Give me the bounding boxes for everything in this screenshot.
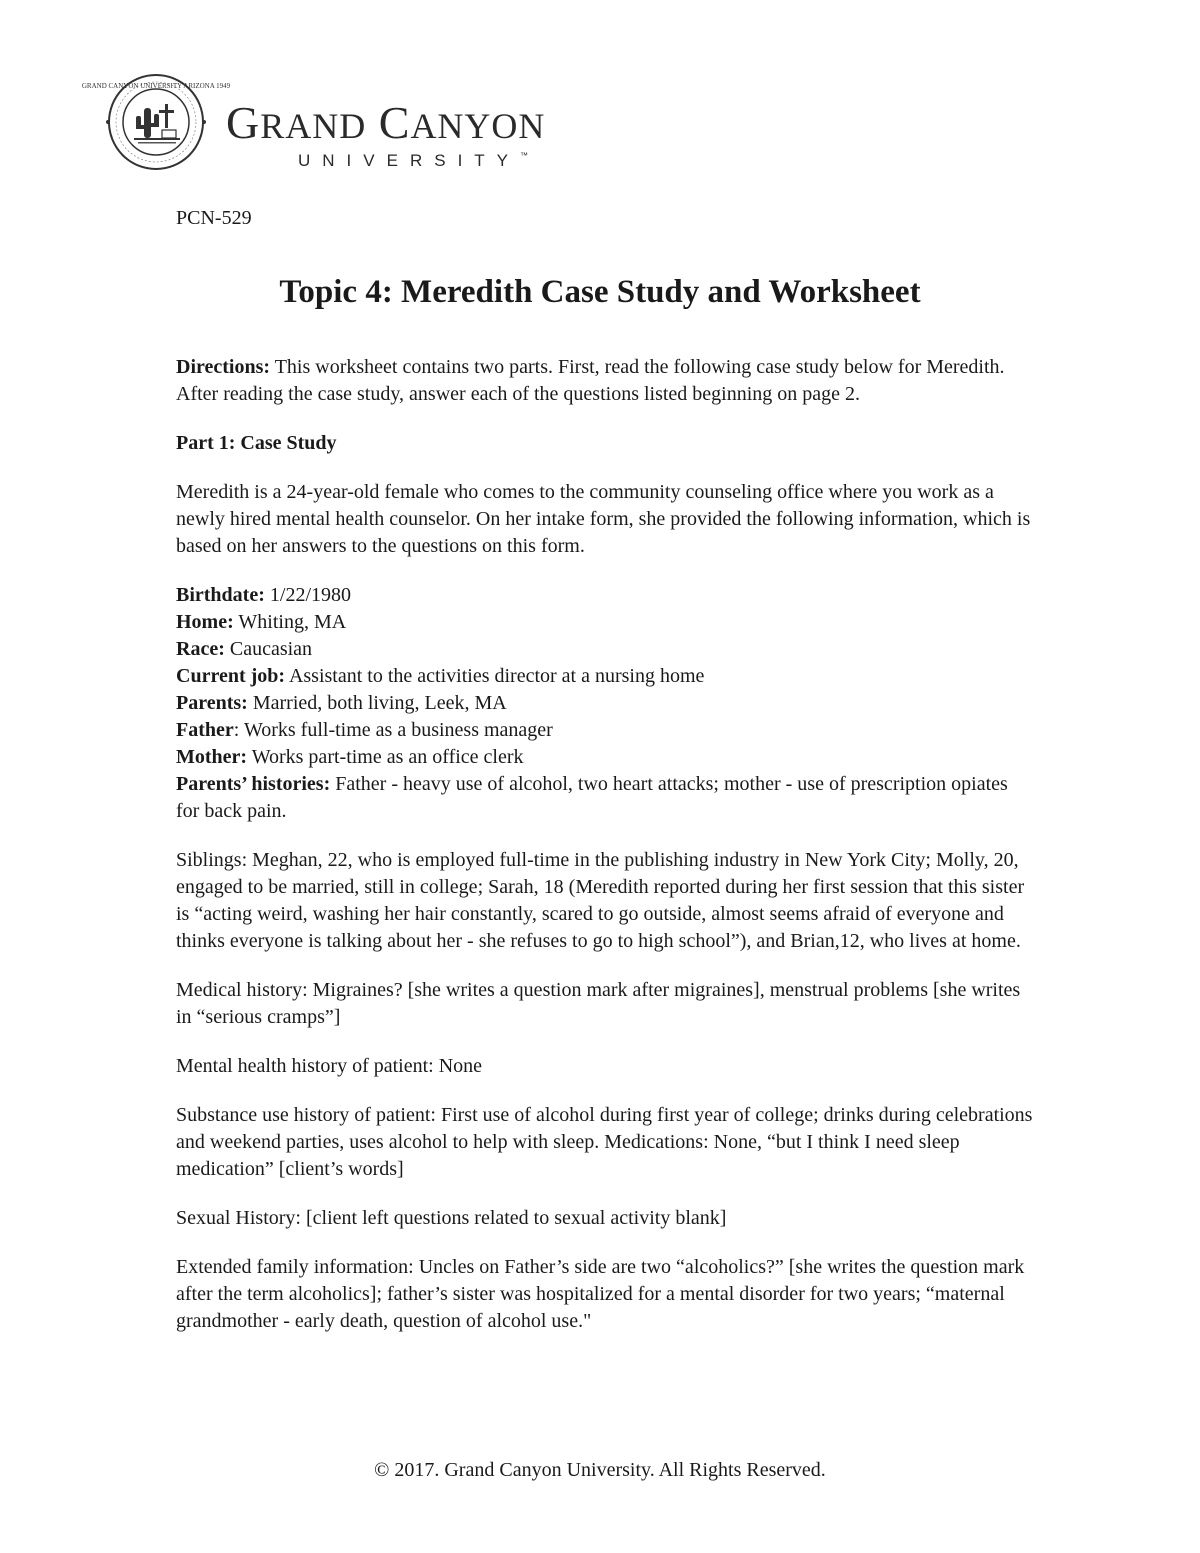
field-value: : Works full-time as a business manager: [233, 719, 553, 741]
wordmark-sub: [298, 152, 528, 169]
trademark-symbol: ™: [520, 151, 529, 160]
field-value: Assistant to the activities director at a nursing home: [285, 665, 705, 687]
intake-fields: [176, 582, 1036, 825]
field-label: Mother:: [176, 746, 248, 768]
page-title: Topic 4: Meredith Case Study and Worksheet: [279, 274, 921, 310]
siblings-paragraph: Siblings: Meghan, 22, who is employed full-time in the publishing industry in New York City; Molly, 20, engaged to be married, still in college; Sarah, 18 (Meredith reported during her first session that this sister is “acting weird, washing her hair constantly, scared to go outside, almost seems afraid of everyone and thinks everyone is talking about her - she refuses to go to high school”), and Brian,12, who lives at home.: [176, 849, 1025, 952]
course-code: PCN-529: [176, 207, 252, 229]
field-label: Parents:: [176, 692, 248, 714]
field-parents: [176, 690, 1036, 717]
field-birthdate: [176, 582, 1036, 609]
medical-history-paragraph: Medical history: Migraines? [she writes a question mark after migraines], menstrual problems [she writes in “serious cramps”]: [176, 979, 1021, 1028]
field-value: Works part-time as an office clerk: [247, 746, 524, 768]
document-body: [176, 354, 1036, 1335]
field-label: Race:: [176, 638, 225, 660]
field-value: 1/22/1980: [264, 584, 352, 606]
university-seal-icon: [81, 72, 231, 172]
directions-label: Directions:: [176, 356, 271, 378]
copyright-footer: © 2017. Grand Canyon University. All Rights Reserved.: [374, 1459, 826, 1481]
part1-heading-text: Part 1: Case Study: [176, 432, 337, 454]
seal-text: GRAND CANYON UNIVERSITY ARIZONA 1949: [81, 82, 231, 90]
field-parents-histories: [176, 771, 1036, 825]
intro-paragraph: Meredith is a 24-year-old female who comes to the community counseling office where you work as a newly hired mental health counselor. On her intake form, she provided the following information, which is based on her answers to the questions on this form.: [176, 481, 1031, 557]
field-label: Father: [176, 719, 234, 741]
wordmark-main: [226, 97, 546, 148]
field-mother: [176, 744, 1036, 771]
field-value: Father - heavy use of alcohol, two heart attacks; mother - use of prescription opiates for back pain.: [176, 773, 1008, 822]
field-value: Caucasian: [224, 638, 313, 660]
field-race: [176, 636, 1036, 663]
wordmark-university: UNIVERSITY: [298, 151, 521, 170]
university-logo: [81, 72, 584, 172]
part1-heading: [176, 430, 1036, 457]
field-label: Birthdate:: [176, 584, 265, 606]
field-label: Parents’ histories:: [176, 773, 331, 795]
field-label: Home:: [176, 611, 234, 633]
directions-text: This worksheet contains two parts. First, read the following case study below for Meredith. After reading the case study, answer each of the questions listed beginning on page 2.: [176, 356, 1005, 405]
mental-health-history-paragraph: Mental health history of patient: None: [176, 1055, 483, 1077]
wordmark-g: G: [226, 97, 261, 148]
field-home: [176, 609, 1036, 636]
wordmark-c: C: [378, 97, 411, 148]
field-label: Current job:: [176, 665, 286, 687]
directions-paragraph: [176, 354, 1036, 408]
field-value: Whiting, MA: [233, 611, 347, 633]
field-father: [176, 717, 1036, 744]
sexual-history-paragraph: Sexual History: [client left questions related to sexual activity blank]: [176, 1207, 727, 1229]
substance-use-paragraph: Substance use history of patient: First use of alcohol during first year of college; drinks during celebrations and weekend parties, uses alcohol to help with sleep. Medications: None, “but I think I need sleep medication” [client’s words]: [176, 1104, 1033, 1180]
wordmark-anyon: ANYON: [410, 106, 546, 146]
wordmark-rand: RAND: [260, 106, 367, 146]
field-value: Married, both living, Leek, MA: [247, 692, 507, 714]
field-current-job: [176, 663, 1036, 690]
extended-family-paragraph: Extended family information: Uncles on Father’s side are two “alcoholics?” [she writes the question mark after the term alcoholics]; father’s sister was hospitalized for a mental disorder for two years; “maternal grandmother - early death, question of alcohol use.": [176, 1256, 1025, 1332]
